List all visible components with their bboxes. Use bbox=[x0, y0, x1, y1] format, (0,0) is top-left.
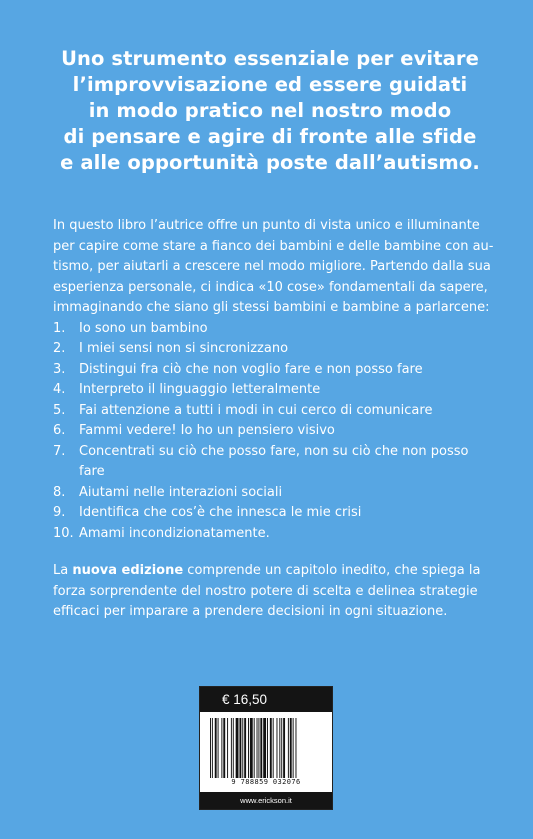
ten-things-list bbox=[53, 319, 493, 545]
list-text: Aiutami nelle interazioni sociali bbox=[79, 484, 283, 500]
outro-prefix: La bbox=[53, 563, 73, 578]
barcode-bar bbox=[250, 718, 253, 778]
intro-line: esperienza personale, ci indica «10 cose» fondamentali da sapere, bbox=[53, 279, 488, 295]
barcode-bar bbox=[223, 718, 225, 778]
headline-line: e alle opportunità poste dall’autismo. bbox=[60, 151, 480, 174]
list-number: 6. bbox=[53, 423, 66, 438]
list-number: 1. bbox=[53, 320, 66, 336]
outro-line bbox=[53, 561, 493, 582]
list-item bbox=[53, 339, 493, 360]
description bbox=[53, 216, 493, 623]
isbn-digits: 9 788859 032076 bbox=[231, 778, 301, 786]
barcode-bar bbox=[288, 718, 289, 778]
barcode-bar bbox=[263, 718, 266, 778]
barcode-bar bbox=[270, 718, 272, 778]
list-item bbox=[53, 503, 493, 524]
barcode-bar bbox=[296, 718, 297, 778]
barcode-bar bbox=[293, 718, 294, 778]
list-number: 2. bbox=[53, 341, 66, 356]
list-number: 4. bbox=[53, 382, 66, 397]
headline-line: di pensare e agire di fronte alle sfide bbox=[63, 125, 477, 148]
barcode-bar bbox=[248, 718, 249, 778]
outro-line: forza sorprendente del nostro potere di scelta e delinea strategie bbox=[53, 583, 478, 599]
list-number: 9. bbox=[53, 505, 66, 520]
list-text: Interpreto il linguaggio letteralmente bbox=[79, 382, 321, 397]
list-text: Io sono un bambino bbox=[79, 320, 208, 336]
outro-paragraph bbox=[53, 561, 493, 623]
intro-line: immaginando che siano gli stessi bambini e bambine a parlarcene: bbox=[53, 300, 490, 315]
barcode-bar bbox=[267, 718, 268, 778]
barcode-bars bbox=[210, 718, 323, 778]
barcode-bar bbox=[236, 718, 239, 778]
list-item bbox=[53, 442, 493, 483]
list-text: Identifica che cos’è che innesca le mie crisi bbox=[79, 505, 362, 520]
intro-line: In questo libro l’autrice offre un punto di vista unico e illuminante bbox=[53, 218, 480, 233]
list-text: I miei sensi non si sincronizzano bbox=[79, 341, 289, 356]
list-number: 7. bbox=[53, 443, 66, 459]
barcode-bar bbox=[233, 718, 234, 778]
list-text: Fammi vedere! Io ho un pensiero visivo bbox=[79, 423, 335, 438]
barcode-bar bbox=[218, 718, 219, 778]
list-item bbox=[53, 421, 493, 442]
barcode-bar bbox=[212, 718, 213, 778]
barcode-bar bbox=[254, 718, 255, 778]
list-text: Distingui fra ciò che non voglio fare e non posso fare bbox=[79, 361, 423, 377]
list-number: 8. bbox=[53, 484, 66, 500]
price-tag: € 16,50 bbox=[200, 687, 332, 712]
outro-rest: comprende un capitolo inedito, che spiega la bbox=[183, 563, 481, 578]
list-text: Fai attenzione a tutti i modi in cui cerco di comunicare bbox=[79, 402, 433, 418]
barcode-bar bbox=[244, 718, 246, 778]
list-text: Concentrati su ciò che posso fare, non su ciò che non posso fare bbox=[79, 443, 469, 479]
barcode-bar bbox=[210, 718, 211, 778]
barcode-bar bbox=[260, 718, 262, 778]
barcode-bar bbox=[277, 718, 278, 778]
barcode-bar bbox=[257, 718, 258, 778]
outro-line: efficaci per imparare a prendere decisioni in ogni situazione. bbox=[53, 604, 448, 619]
barcode-bar bbox=[221, 718, 222, 778]
headline-line: Uno strumento essenziale per evitare bbox=[61, 47, 479, 70]
website: www.erickson.it bbox=[200, 792, 332, 809]
barcode-bar bbox=[273, 718, 274, 778]
headline bbox=[40, 46, 500, 176]
new-edition-highlight: nuova edizione bbox=[72, 563, 184, 578]
list-item bbox=[53, 319, 493, 340]
barcode-label bbox=[199, 686, 333, 810]
barcode-bar bbox=[283, 718, 285, 778]
headline-line: l’improvvisazione ed essere guidati bbox=[72, 73, 468, 96]
list-number: 5. bbox=[53, 402, 66, 418]
list-item bbox=[53, 360, 493, 381]
barcode-bar bbox=[239, 718, 241, 778]
list-number: 10. bbox=[53, 525, 74, 541]
intro-line: tismo, per aiutarli a crescere nel modo migliore. Partendo dalla sua bbox=[53, 259, 491, 274]
barcode-bar bbox=[242, 718, 243, 778]
list-item bbox=[53, 483, 493, 504]
list-item bbox=[53, 524, 493, 545]
barcode-bar bbox=[290, 718, 292, 778]
barcode-bar bbox=[258, 718, 259, 778]
intro-paragraph bbox=[53, 216, 493, 319]
list-text: Amami incondizionatamente. bbox=[79, 525, 270, 541]
barcode-bar bbox=[227, 718, 228, 778]
intro-line: per capire come stare a fianco dei bambini e delle bambine con au- bbox=[53, 238, 494, 254]
list-item bbox=[53, 401, 493, 422]
list-item bbox=[53, 380, 493, 401]
barcode-bar bbox=[279, 718, 280, 778]
list-number: 3. bbox=[53, 361, 66, 377]
barcode-bar bbox=[281, 718, 282, 778]
barcode-bar bbox=[231, 718, 232, 778]
headline-line: in modo pratico nel nostro modo bbox=[88, 99, 452, 122]
barcode-bar bbox=[215, 718, 217, 778]
